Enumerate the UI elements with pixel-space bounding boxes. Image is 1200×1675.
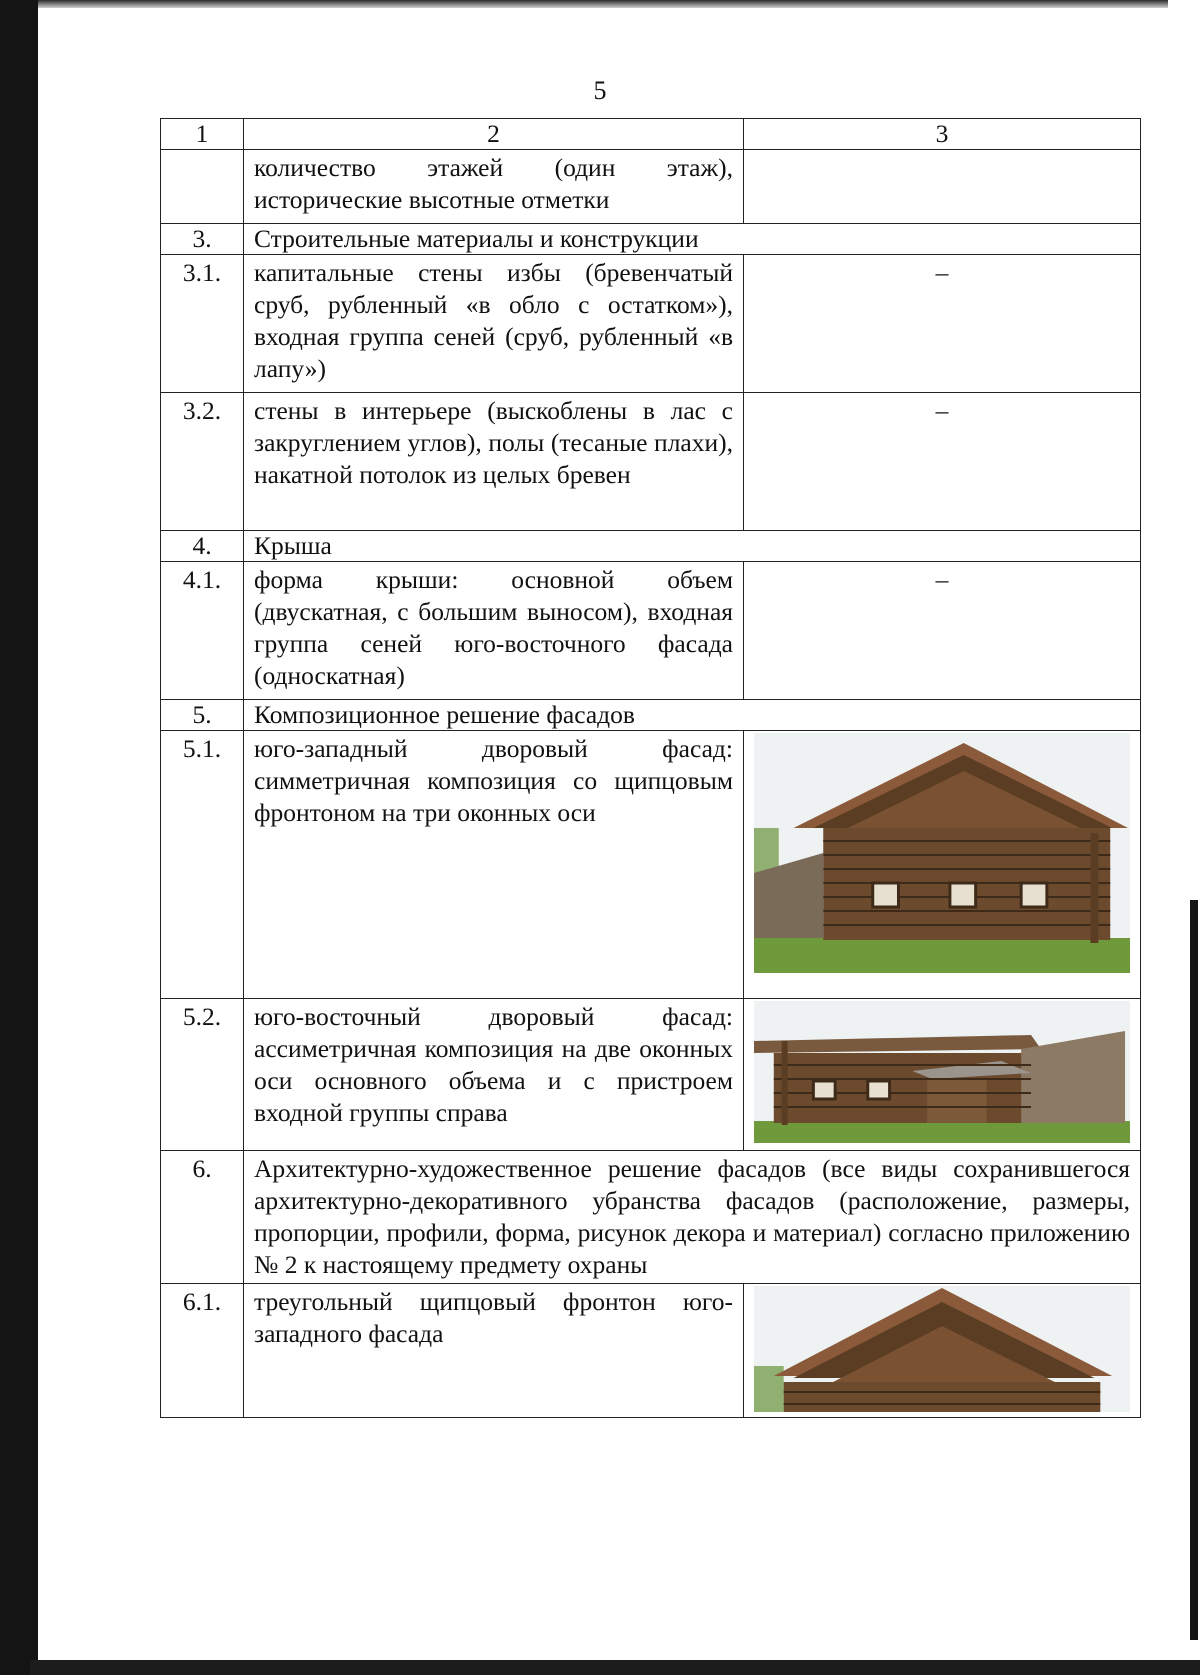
table-row [161, 255, 1141, 393]
table-row [161, 999, 1141, 1151]
table-row [161, 731, 1141, 999]
table-row [161, 393, 1141, 531]
row-text: капитальные стены избы (бревенчатый сруб, рубленный «в обло с остатком»), входная группа сеней (сруб, рубленный «в лапу») [244, 255, 744, 393]
section-title: Архитектурно-художественное решение фасадов (все виды сохранившегося архитектурно-декоративного убранства фасадов (расположение, размеры, пропорции, профили, форма, рисунок декора и материал) согласно приложению № 2 к настоящему предмету охраны [244, 1151, 1141, 1284]
row-value: – [744, 562, 1141, 700]
scan-edge-right [1190, 900, 1198, 1640]
row-number: 5.2. [161, 999, 244, 1151]
row-text: юго-восточный дворовый фасад: ассиметричная композиция на две оконных оси основного объема и с пристроем входной группы справа [244, 999, 744, 1151]
house-southeast-facade-photo [754, 1001, 1130, 1143]
house-southwest-facade-photo [754, 733, 1130, 973]
row-number: 5.1. [161, 731, 244, 999]
photo-cell [744, 1284, 1141, 1418]
section-number: 4. [161, 531, 244, 562]
section-row [161, 531, 1141, 562]
row-number: 6.1. [161, 1284, 244, 1418]
row-value: – [744, 393, 1141, 531]
row-number: 4.1. [161, 562, 244, 700]
row-number: 3.2. [161, 393, 244, 531]
section-title: Композиционное решение фасадов [244, 700, 1141, 731]
scan-edge-bottom [30, 1660, 1200, 1675]
scan-edge-left [0, 0, 38, 1675]
row-value [744, 150, 1141, 224]
row-text: юго-западный дворовый фасад: симметричная композиция со щипцовым фронтоном на три оконных оси [244, 731, 744, 999]
section-number: 5. [161, 700, 244, 731]
table-row [161, 150, 1141, 224]
header-col-2: 2 [244, 119, 744, 150]
scan-edge-top [38, 0, 1168, 8]
header-col-3: 3 [744, 119, 1141, 150]
row-number: 3.1. [161, 255, 244, 393]
section-number: 6. [161, 1151, 244, 1284]
row-text: количество этажей (один этаж), исторические высотные отметки [244, 150, 744, 224]
section-number: 3. [161, 224, 244, 255]
section-row [161, 224, 1141, 255]
protection-table [160, 118, 1141, 1418]
row-text: стены в интерьере (выскоблены в лас с закруглением углов), полы (тесаные плахи), накатной потолок из целых бревен [244, 393, 744, 531]
photo-cell [744, 731, 1141, 999]
row-value: – [744, 255, 1141, 393]
table-row [161, 1151, 1141, 1284]
section-title: Крыша [244, 531, 1141, 562]
section-row [161, 700, 1141, 731]
page-number: 5 [593, 76, 607, 105]
header-row [161, 119, 1141, 150]
header-col-1: 1 [161, 119, 244, 150]
house-gable-pediment-photo [754, 1286, 1130, 1412]
photo-cell [744, 999, 1141, 1151]
row-text: форма крыши: основной объем (двускатная, с большим выносом), входная группа сеней юго-восточного фасада (односкатная) [244, 562, 744, 700]
section-title: Строительные материалы и конструкции [244, 224, 1141, 255]
row-number [161, 150, 244, 224]
row-text: треугольный щипцовый фронтон юго-западного фасада [244, 1284, 744, 1418]
table-row [161, 562, 1141, 700]
table-row [161, 1284, 1141, 1418]
